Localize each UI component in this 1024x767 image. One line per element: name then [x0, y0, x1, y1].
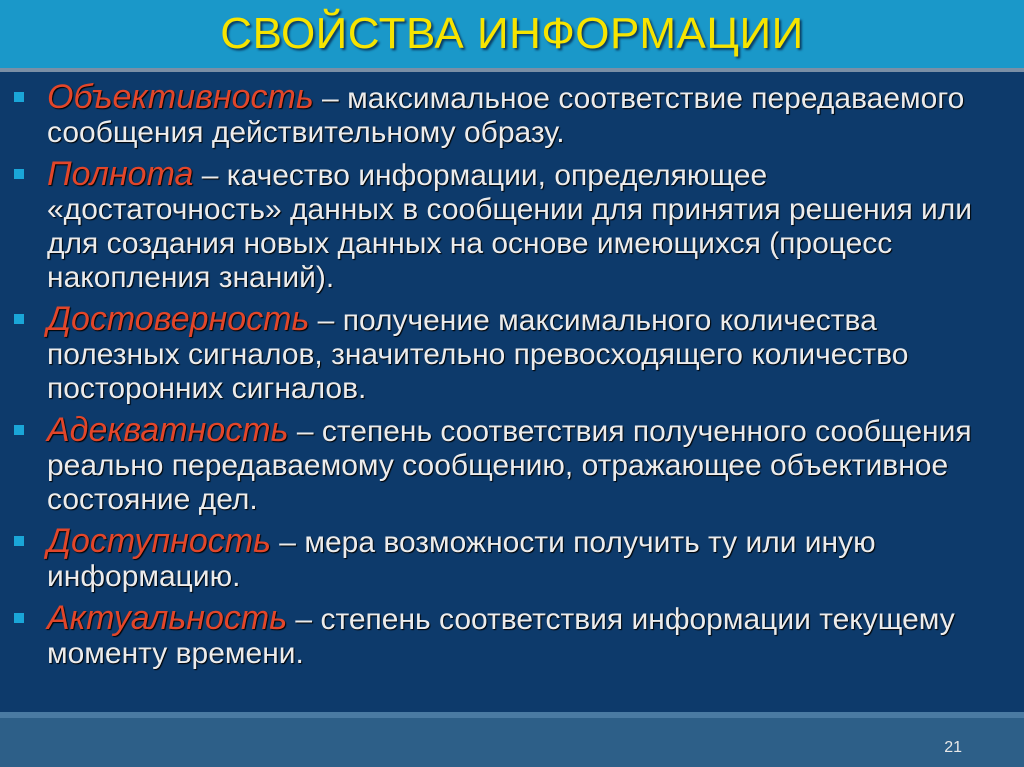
square-bullet-icon [14, 314, 24, 324]
property-definition: – степень соответствия полученного сообщения реально передаваемому сообщению, отражающее объективное состояние дел. [47, 415, 972, 516]
property-definition: – качество информации, определяющее «достаточность» данных в сообщении для принятия решения или для создания новых данных на основе имеющихся (процесс накопления знаний). [47, 159, 973, 294]
square-bullet-icon [14, 425, 24, 435]
property-definition: – степень соответствия информации текущему моменту времени. [47, 603, 955, 670]
property-definition: – максимальное соответствие передаваемого сообщения действительному образу. [47, 82, 965, 149]
list-item [0, 80, 1024, 150]
properties-list [0, 80, 1024, 678]
page-number: 21 [944, 739, 962, 756]
title-divider [0, 68, 1024, 72]
square-bullet-icon [14, 536, 24, 546]
footer-bar [0, 712, 1024, 767]
list-item [0, 157, 1024, 295]
list-item [0, 601, 1024, 671]
property-term: Доступность [47, 522, 271, 560]
list-item [0, 302, 1024, 406]
square-bullet-icon [14, 613, 24, 623]
footer-highlight [0, 712, 1024, 718]
title-bar [0, 0, 1024, 68]
list-item [0, 524, 1024, 594]
property-term: Объективность [47, 78, 314, 116]
property-definition: – мера возможности получить ту или иную информацию. [47, 526, 876, 593]
square-bullet-icon [14, 169, 24, 179]
property-term: Достоверность [47, 300, 310, 338]
square-bullet-icon [14, 92, 24, 102]
list-item [0, 413, 1024, 517]
property-term: Полнота [47, 155, 194, 193]
property-definition: – получение максимального количества полезных сигналов, значительно превосходящего количество посторонних сигналов. [47, 304, 909, 405]
slide-title: СВОЙСТВА ИНФОРМАЦИИ [220, 9, 804, 58]
property-term: Актуальность [47, 599, 288, 637]
property-term: Адекватность [47, 411, 289, 449]
